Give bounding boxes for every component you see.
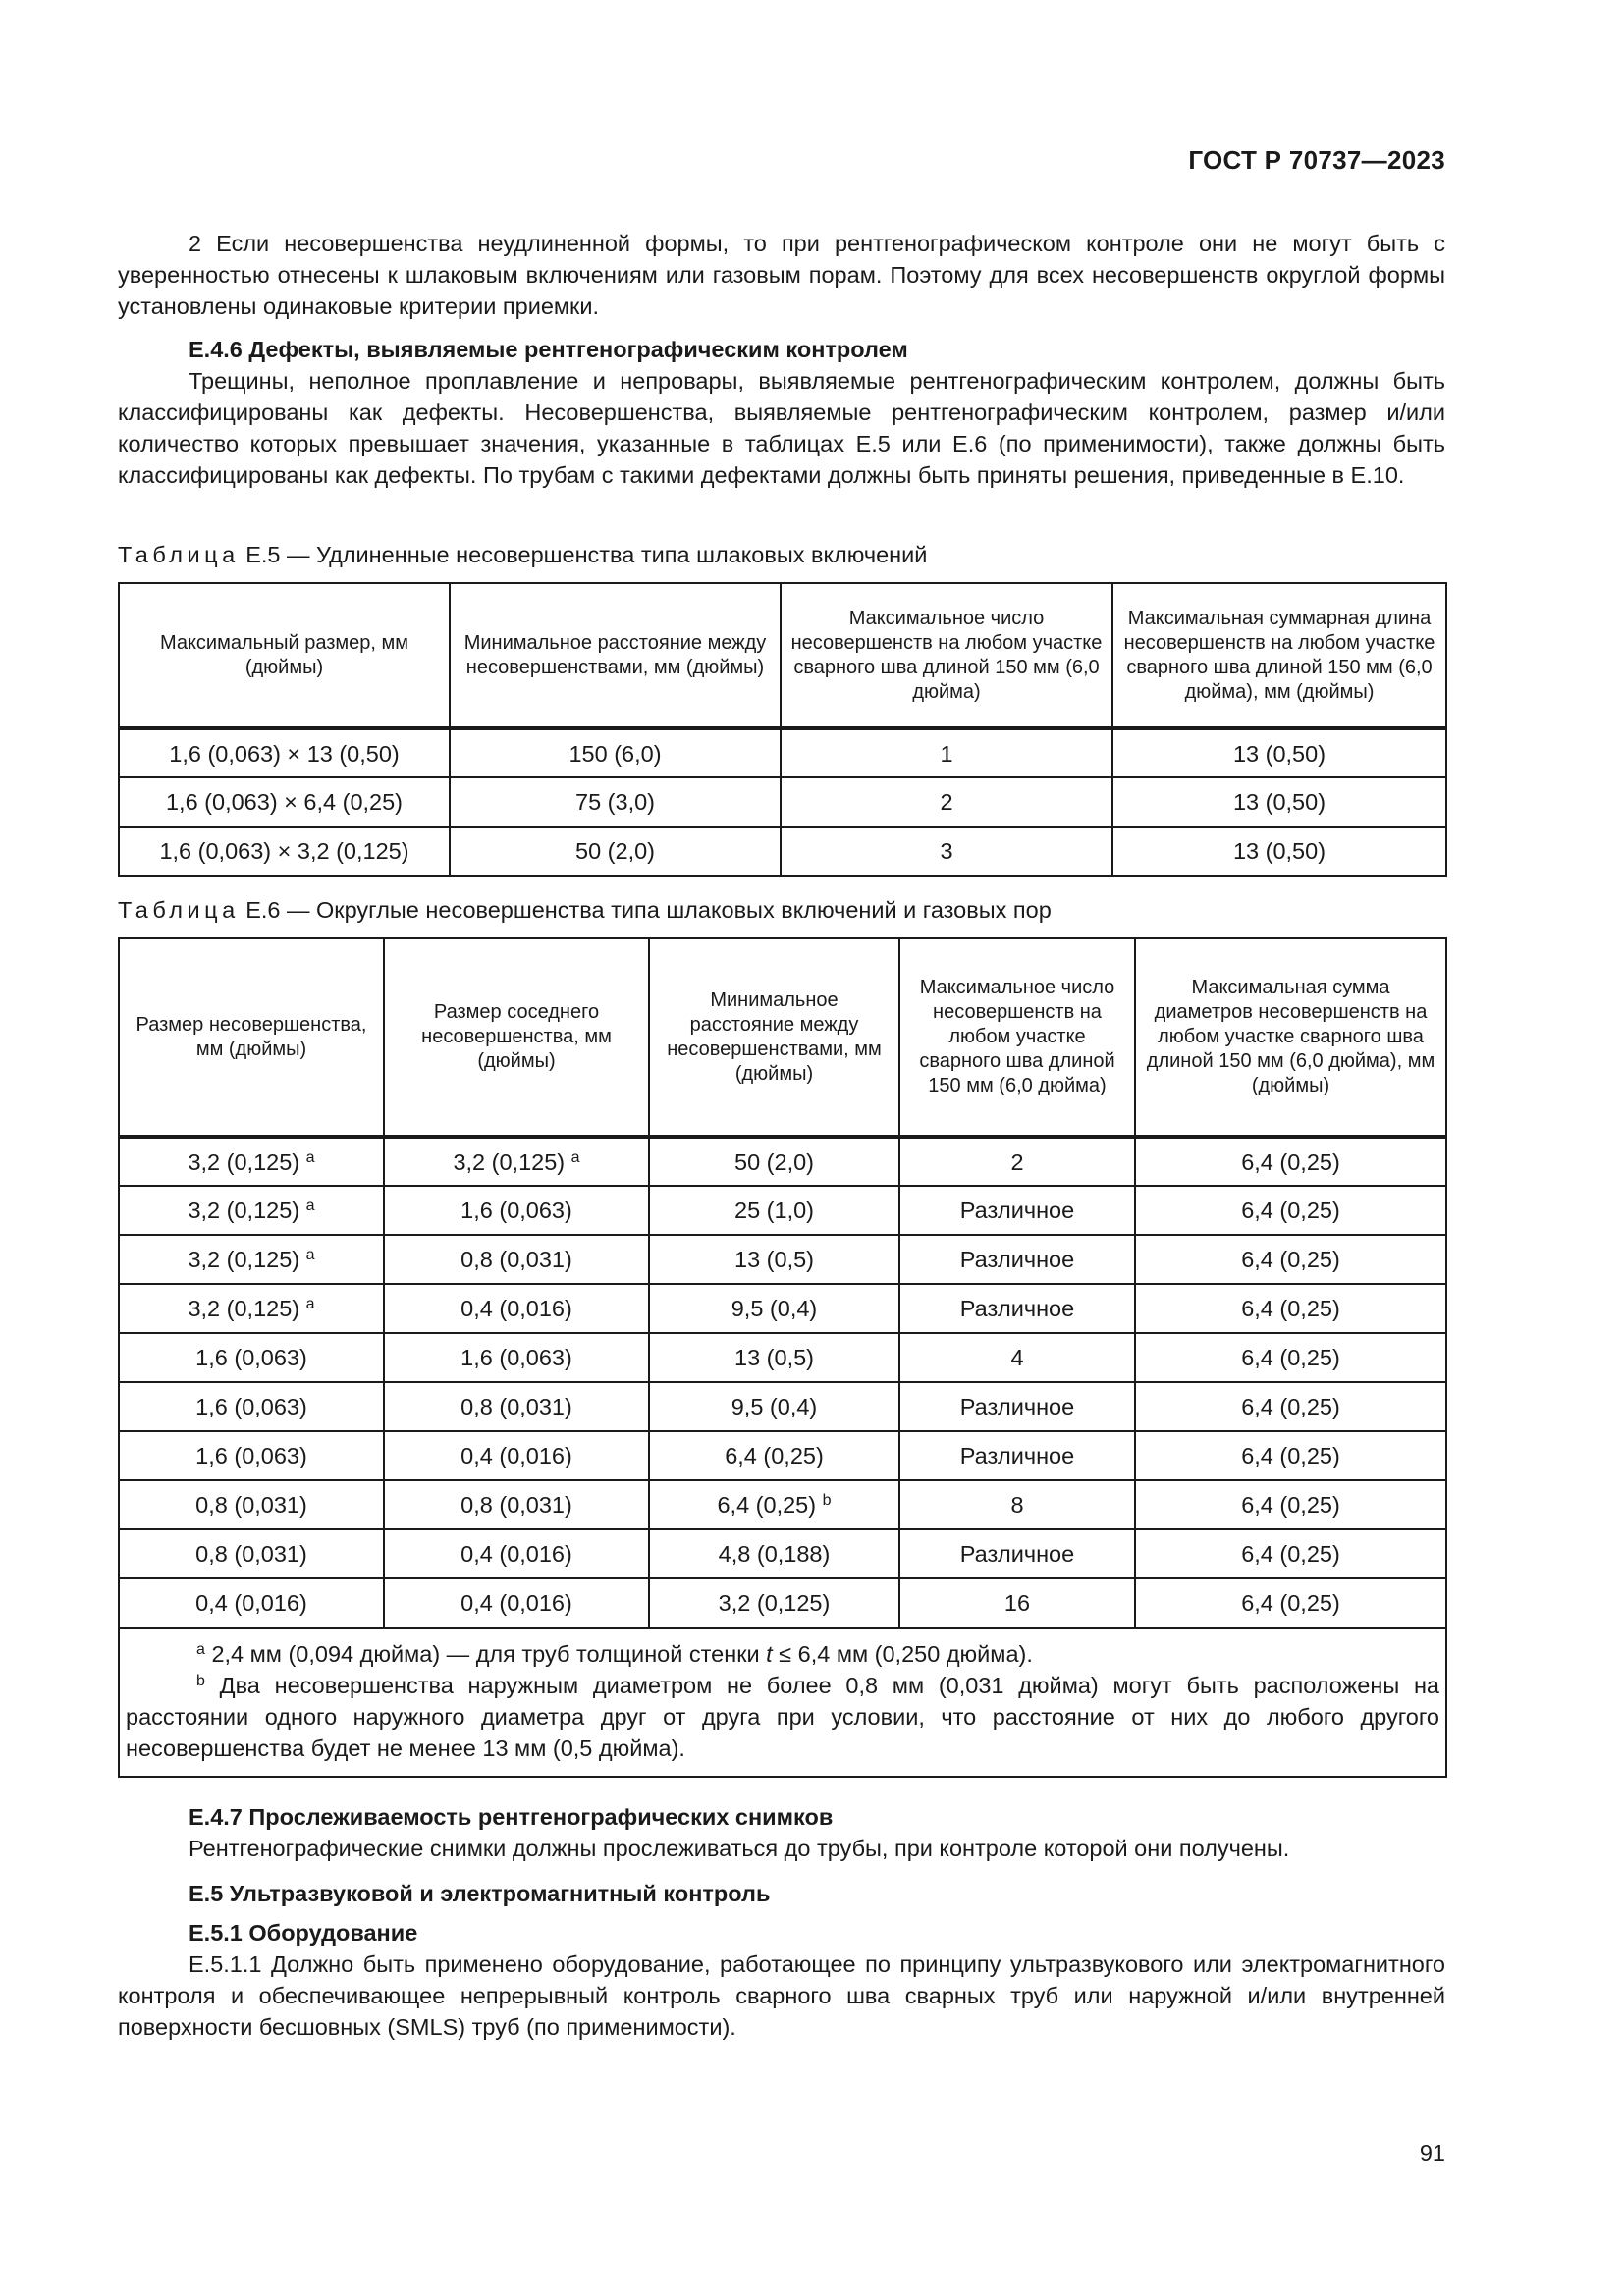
table-cell [1135,1529,1446,1578]
table-cell: 150 (6,0) [450,728,781,777]
table-e5 [118,582,1447,877]
table-cell: 13 (0,50) [1112,827,1446,876]
table-e5-col-header: Минимальное расстояние между несовершенствами, мм (дюймы) [450,583,781,728]
table-cell [649,1480,899,1529]
table-cell [384,1382,649,1431]
cell-value: 1,6 (0,063) [195,1394,307,1419]
table-cell [1135,1480,1446,1529]
table-cell [899,1333,1135,1382]
cell-value: 6,4 (0,25) [1241,1345,1340,1370]
table-row [119,728,1446,777]
cell-value: 6,4 (0,25) [725,1443,824,1468]
cell-value: 8 [1010,1492,1024,1518]
cell-value: Различное [959,1247,1075,1272]
table-cell: 50 (2,0) [450,827,781,876]
cell-value: 0,8 (0,031) [460,1247,572,1272]
table-cell [899,1480,1135,1529]
table-cell [649,1431,899,1480]
table-cell [1135,1137,1446,1186]
cell-value: 1,6 (0,063) [460,1345,572,1370]
table-e5-col-header: Максимальное число несовершенств на любом участке сварного шва длиной 150 мм (6,0 дюйма) [781,583,1112,728]
cell-value: 0,8 (0,031) [460,1394,572,1419]
table-cell: 13 (0,50) [1112,728,1446,777]
table-cell [649,1578,899,1628]
table-cell [119,1137,384,1186]
table-cell [1135,1284,1446,1333]
cell-value: 3,2 (0,125) [188,1198,300,1223]
cell-value: 6,4 (0,25) [1241,1443,1340,1468]
table-cell [119,1186,384,1235]
section-e51-title: Е.5.1 Оборудование [189,1920,418,1946]
table-row [119,1137,1446,1186]
cell-value: 0,4 (0,016) [195,1590,307,1616]
table-row [119,1578,1446,1628]
cell-value: 2 [1010,1148,1024,1175]
table-e6-header-row [119,938,1446,1137]
cell-value: Различное [959,1394,1075,1419]
table-cell [384,1529,649,1578]
table-cell [384,1284,649,1333]
document-header-id: ГОСТ Р 70737—2023 [1188,145,1445,175]
table-cell [119,1529,384,1578]
table-row [119,1333,1446,1382]
table-cell: 1,6 (0,063) × 13 (0,50) [119,728,450,777]
table-cell [649,1137,899,1186]
table-row [119,1284,1446,1333]
table-cell [384,1578,649,1628]
cell-value: 6,4 (0,25) [1241,1394,1340,1419]
cell-value: 4,8 (0,188) [718,1541,831,1567]
table-cell [1135,1578,1446,1628]
table-cell [119,1480,384,1529]
table-cell [899,1431,1135,1480]
table-cell [119,1431,384,1480]
footnote-a-variable: t [766,1641,773,1667]
cell-value: 3,2 (0,125) [188,1148,300,1175]
table-e6-col-header: Размер соседнего несовершенства, мм (дюймы) [384,938,649,1137]
footnote-mark: a [305,1296,315,1312]
table-row [119,1480,1446,1529]
cell-value: 0,8 (0,031) [195,1492,307,1518]
table-cell [899,1284,1135,1333]
table-cell [119,1333,384,1382]
table-e6-body [119,1137,1446,1628]
cell-value: 16 [1003,1590,1031,1616]
table-cell [384,1186,649,1235]
cell-value: 0,4 (0,016) [460,1443,572,1468]
table-cell [649,1529,899,1578]
table-e6-footnotes-row [119,1628,1446,1777]
footnote-a-text-after: ≤ 6,4 мм (0,250 дюйма). [772,1641,1033,1667]
table-e5-col-header: Максимальная суммарная длина несовершенств на любом участке сварного шва длиной 150 мм (6,0 дюйма), мм (дюймы) [1112,583,1446,728]
table-cell [649,1382,899,1431]
cell-value: 3,2 (0,125) [188,1296,300,1321]
footnote-a-text-before: 2,4 мм (0,094 дюйма) — для труб толщиной стенки [211,1641,767,1667]
table-cell [1135,1382,1446,1431]
table-cell [384,1235,649,1284]
cell-value: 50 (2,0) [734,1148,814,1175]
table-e5-caption-label: Таблица [118,542,240,567]
footnote-mark: a [570,1148,580,1166]
table-cell: 2 [781,777,1112,827]
table-cell [899,1137,1135,1186]
table-e5-caption [118,539,927,570]
table-cell [119,1235,384,1284]
table-cell [1135,1186,1446,1235]
cell-value: 1,6 (0,063) [195,1345,307,1370]
table-cell [119,1578,384,1628]
cell-value: 6,4 (0,25) [717,1492,817,1518]
footnote-a [126,1638,1439,1670]
table-cell [899,1578,1135,1628]
table-cell [899,1235,1135,1284]
cell-value: 6,4 (0,25) [1241,1541,1340,1567]
table-cell: 75 (3,0) [450,777,781,827]
cell-value: 6,4 (0,25) [1241,1492,1340,1518]
table-cell [1135,1235,1446,1284]
table-row [119,1431,1446,1480]
cell-value: 6,4 (0,25) [1241,1590,1340,1616]
table-cell: 1 [781,728,1112,777]
footnote-b-text: Два несовершенства наружным диаметром не более 0,8 мм (0,031 дюйма) могут быть расположены на расстоянии одного наружного диаметра друг от друга при условии, что расстояние от них до любого другого несовершенства будет не менее 13 мм (0,5 дюйма). [126,1673,1440,1761]
footnote-mark: b [822,1492,832,1509]
table-cell [899,1382,1135,1431]
table-row [119,777,1446,827]
cell-value: 6,4 (0,25) [1241,1198,1340,1223]
table-cell [384,1137,649,1186]
page-number: 91 [1419,2140,1445,2165]
table-cell [119,1284,384,1333]
table-cell [649,1333,899,1382]
table-e6-col-header: Минимальное расстояние между несовершенствами, мм (дюймы) [649,938,899,1137]
table-cell: 13 (0,50) [1112,777,1446,827]
cell-value: 3,2 (0,125) [453,1148,566,1175]
section-e46-text: Трещины, неполное проплавление и непровары, выявляемые рентгенографическим контролем, должны быть классифицированы как дефекты. Несовершенства, выявляемые рентгенографическим контролем, размер и/или количество которых превышает значения, указанные в таблицах Е.5 или Е.6 (по применимости), также должны быть классифицированы как дефекты. По трубам с такими дефектами должны быть приняты решения, приведенные в Е.10. [118,368,1445,488]
footnote-mark: a [305,1148,315,1166]
table-cell [899,1186,1135,1235]
table-row [119,1235,1446,1284]
note-paragraph: 2 Если несовершенства неудлиненной формы, то при рентгенографическом контроле они не могут быть с уверенностью отнесены к шлаковым включениям или газовым порам. Поэтому для всех несовершенств округлой формы установлены одинаковые критерии приемки. [118,231,1445,319]
table-e6-caption [118,894,1052,926]
table-e6-col-header: Максимальная сумма диаметров несовершенств на любом участке сварного шва длиной 150 мм (6,0 дюйма), мм (дюймы) [1135,938,1446,1137]
table-row [119,1186,1446,1235]
cell-value: Различное [959,1443,1075,1468]
table-e6-caption-text: Е.6 — Округлые несовершенства типа шлаковых включений и газовых пор [245,897,1052,923]
cell-value: Различное [959,1198,1075,1223]
cell-value: 0,8 (0,031) [460,1492,572,1518]
cell-value: 0,4 (0,016) [460,1590,572,1616]
table-cell [384,1480,649,1529]
table-e6-caption-label: Таблица [118,897,240,923]
table-e5-col-header: Максимальный размер, мм (дюймы) [119,583,450,728]
cell-value: 9,5 (0,4) [731,1394,818,1419]
cell-value: 6,4 (0,25) [1241,1296,1340,1321]
table-e5-caption-text: Е.5 — Удлиненные несовершенства типа шлаковых включений [245,542,928,567]
table-cell [119,1382,384,1431]
cell-value: 6,4 (0,25) [1241,1247,1340,1272]
section-e5-title: Е.5 Ультразвуковой и электромагнитный контроль [189,1881,771,1906]
table-cell: 1,6 (0,063) × 3,2 (0,125) [119,827,450,876]
footnote-a-mark: a [196,1641,205,1658]
table-e6-col-header: Размер несовершенства, мм (дюймы) [119,938,384,1137]
table-row [119,827,1446,876]
table-cell [384,1333,649,1382]
table-cell: 3 [781,827,1112,876]
cell-value: 6,4 (0,25) [1241,1148,1340,1175]
cell-value: 9,5 (0,4) [731,1296,818,1321]
table-e5-header-row [119,583,1446,728]
cell-value: 13 (0,5) [734,1247,814,1272]
table-cell [649,1235,899,1284]
table-cell [1135,1333,1446,1382]
section-e46-title: Е.4.6 Дефекты, выявляемые рентгенографическим контролем [189,337,908,362]
cell-value: 25 (1,0) [734,1198,814,1223]
table-cell [384,1431,649,1480]
cell-value: Различное [959,1296,1075,1321]
cell-value: 0,4 (0,016) [460,1541,572,1567]
footnote-b-mark: b [196,1673,205,1689]
table-e6-footnotes [119,1628,1446,1777]
cell-value: 1,6 (0,063) [195,1443,307,1468]
table-e6-col-header: Максимальное число несовершенств на любом участке сварного шва длиной 150 мм (6,0 дюйма) [899,938,1135,1137]
table-cell [1135,1431,1446,1480]
cell-value: Различное [959,1541,1075,1567]
cell-value: 0,8 (0,031) [195,1541,307,1567]
table-cell: 1,6 (0,063) × 6,4 (0,25) [119,777,450,827]
footnote-mark: a [305,1198,315,1214]
section-e47-text: Рентгенографические снимки должны прослеживаться до трубы, при контроле которой они получены. [189,1836,1290,1861]
table-row [119,1529,1446,1578]
footnote-b [126,1670,1439,1764]
cell-value: 0,4 (0,016) [460,1296,572,1321]
cell-value: 1,6 (0,063) [460,1198,572,1223]
table-cell [649,1284,899,1333]
section-e47-title: Е.4.7 Прослеживаемость рентгенографических снимков [189,1804,834,1830]
cell-value: 4 [1010,1345,1024,1370]
table-cell [899,1529,1135,1578]
cell-value: 3,2 (0,125) [188,1247,300,1272]
table-e6 [118,937,1447,1778]
table-cell [649,1186,899,1235]
table-row [119,1382,1446,1431]
footnote-mark: a [305,1247,315,1263]
cell-value: 13 (0,5) [734,1345,814,1370]
section-e51-text: Е.5.1.1 Должно быть применено оборудование, работающее по принципу ультразвукового или электромагнитного контроля и обеспечивающее непрерывный контроль сварного шва сварных труб или наружной и/или внутренней поверхности бесшовных (SMLS) труб (по применимости). [118,1951,1445,2040]
cell-value: 3,2 (0,125) [718,1590,831,1616]
